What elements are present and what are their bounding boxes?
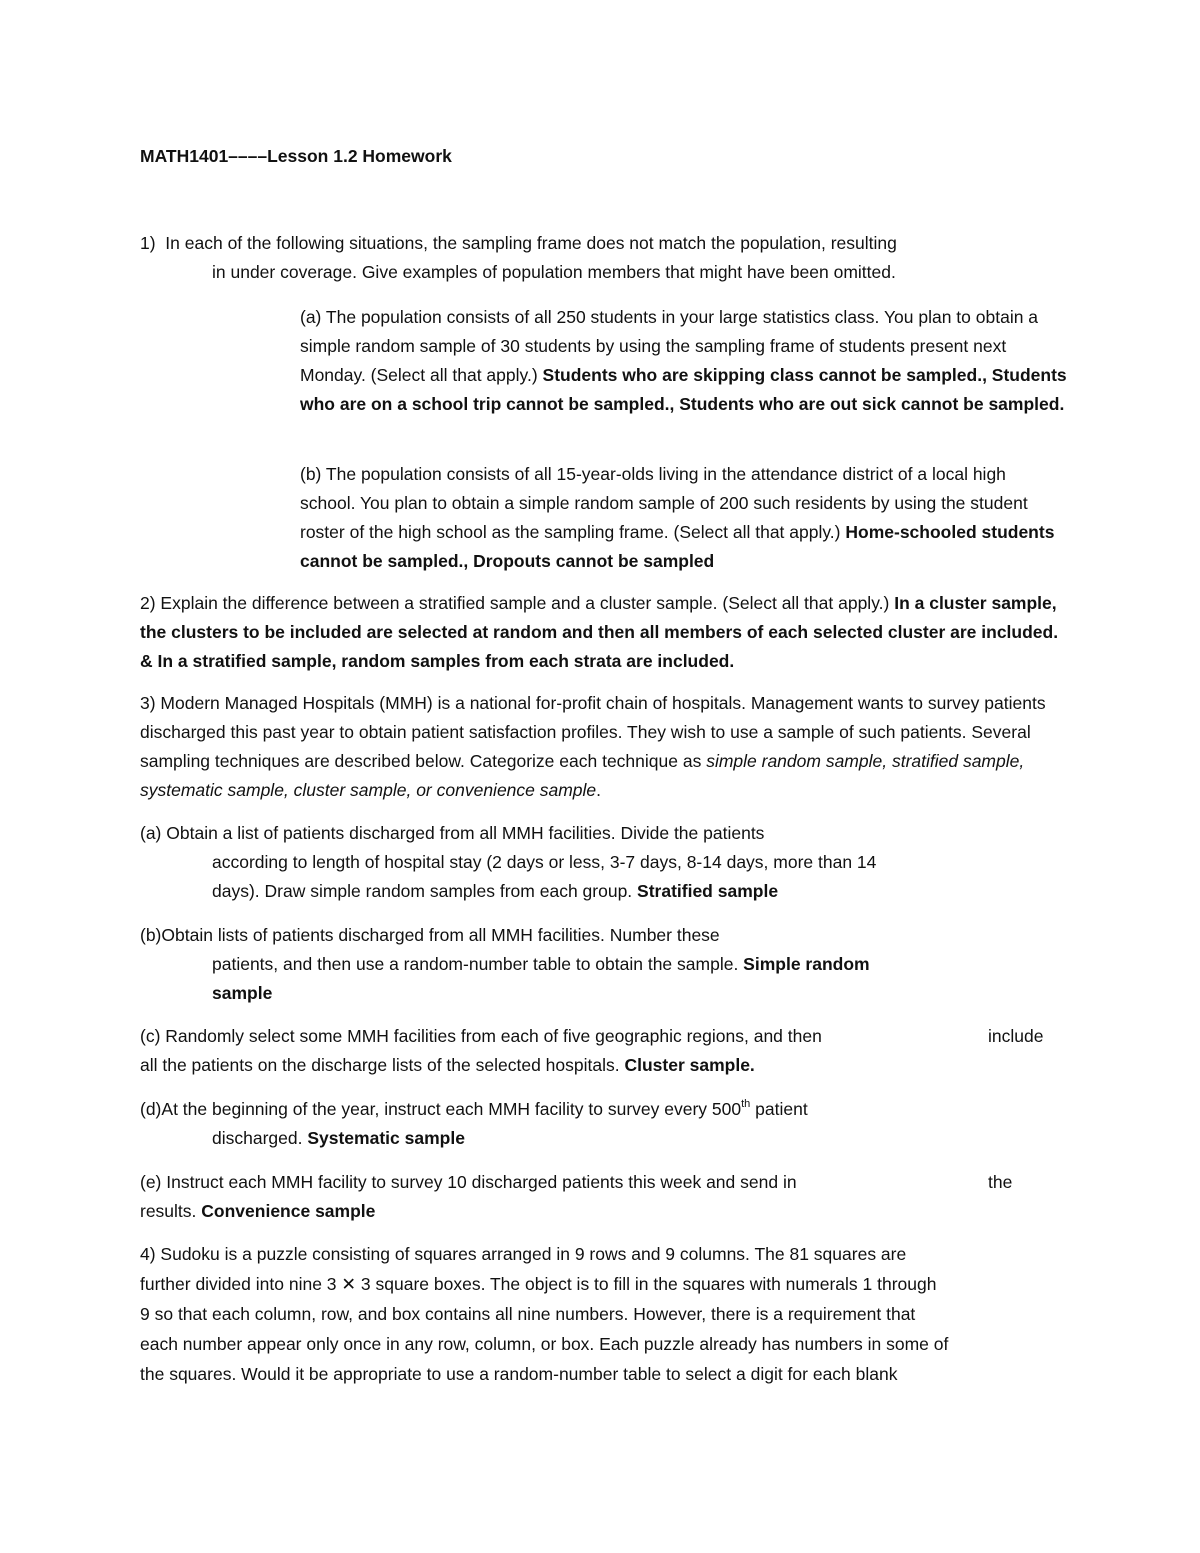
question-3d-line1 xyxy=(140,1095,808,1124)
question-3b-label: (b) xyxy=(140,925,162,945)
question-3a-text3: days). Draw simple random samples from each group. xyxy=(212,881,638,901)
question-1a xyxy=(300,303,1070,419)
question-3d-line2 xyxy=(212,1124,465,1153)
question-3d-label: (d) xyxy=(140,1099,162,1119)
question-3c-text1: Randomly select some MMH facilities from each of five geographic regions, and then xyxy=(160,1026,822,1046)
question-1-stem-text: In each of the following situations, the sampling frame does not match the population, resulting xyxy=(165,233,897,253)
question-3c-line2 xyxy=(140,1051,755,1080)
question-3b-line1 xyxy=(140,921,720,950)
question-3b-answer-part1: Simple random xyxy=(743,954,870,974)
question-3b-answer-part2: sample xyxy=(212,983,273,1003)
question-3b-line2 xyxy=(212,950,870,979)
question-3e-line1 xyxy=(140,1168,797,1197)
question-3c-right-word: include xyxy=(988,1026,1044,1046)
question-4-number: 4) xyxy=(140,1244,156,1264)
question-1-stem-line1 xyxy=(140,229,1060,258)
question-3a-label: (a) xyxy=(140,823,162,843)
question-3c-text2: all the patients on the discharge lists of the selected hospitals. xyxy=(140,1055,625,1075)
question-3-text: Modern Managed Hospitals (MMH) is a national for-profit chain of hospitals. Management wants to survey patients discharged this past year to obtain patient satisfaction profiles. They wish to use a sample of such patients. Several sampling techniques are described below. Categorize each technique as xyxy=(140,693,1046,771)
question-1a-answer: Students who are skipping class cannot be sampled., Students who are on a school trip cannot be sampled., Students who are out sick cannot be sampled. xyxy=(300,365,1067,414)
question-2-answer: In a cluster sample, the clusters to be included are selected at random and then all members of each selected cluster are included. & In a stratified sample, random samples from each strata are included. xyxy=(140,593,1059,671)
question-4-line4: each number appear only once in any row, column, or box. Each puzzle already has numbers in some of xyxy=(140,1334,949,1354)
question-4-line3: 9 so that each column, row, and box contains all nine numbers. However, there is a requirement that xyxy=(140,1304,916,1324)
question-3e-right-word: the xyxy=(988,1172,1013,1192)
question-3-number: 3) xyxy=(140,693,156,713)
question-3a-line1 xyxy=(140,819,764,848)
question-1b-text: The population consists of all 15-year-olds living in the attendance district of a local high school. You plan to obtain a simple random sample of 200 such residents by using the student roster of the high school as the sampling frame. (Select all that apply.) xyxy=(300,464,1028,542)
question-1a-label: (a) xyxy=(300,307,322,327)
question-3b-text2: patients, and then use a random-number table to obtain the sample. xyxy=(212,954,744,974)
question-2-text: Explain the difference between a stratified sample and a cluster sample. (Select all that apply.) xyxy=(155,593,895,613)
question-1a-text: The population consists of all 250 students in your large statistics class. You plan to obtain a simple random sample of 30 students by using the sampling frame of students present next Monday. (Select all that apply.) xyxy=(300,307,1039,385)
question-3-categories: simple random sample, stratified sample, systematic sample, cluster sample, or convenience sample xyxy=(140,751,1025,800)
question-1-stem-line2: in under coverage. Give examples of population members that might have been omitted. xyxy=(212,262,896,282)
question-1b xyxy=(300,460,1065,576)
question-3d-answer: Systematic sample xyxy=(307,1128,465,1148)
question-2 xyxy=(140,589,1065,676)
question-3e-text1: Instruct each MMH facility to survey 10 discharged patients this week and send in xyxy=(161,1172,797,1192)
question-3d-superscript: th xyxy=(741,1098,751,1111)
question-3c-answer: Cluster sample. xyxy=(624,1055,755,1075)
question-3d-text2: discharged. xyxy=(212,1128,308,1148)
question-3a-text1: Obtain a list of patients discharged from all MMH facilities. Divide the patients xyxy=(161,823,765,843)
question-3a-answer: Stratified sample xyxy=(637,881,779,901)
question-3-stem xyxy=(140,689,1065,805)
question-4-text1: Sudoku is a puzzle consisting of squares arranged in 9 rows and 9 columns. The 81 squares are xyxy=(155,1244,907,1264)
question-1b-label: (b) xyxy=(300,464,322,484)
question-4-line5: the squares. Would it be appropriate to use a random-number table to select a digit for each blank xyxy=(140,1364,898,1384)
question-1b-answer: Home-schooled students cannot be sampled., Dropouts cannot be sampled xyxy=(300,522,1055,571)
question-3b-line3 xyxy=(212,979,272,1008)
question-3e-label: (e) xyxy=(140,1172,162,1192)
question-4-line1 xyxy=(140,1240,906,1269)
question-2-number: 2) xyxy=(140,593,156,613)
question-3d-text1-end: patient xyxy=(750,1099,808,1119)
page-title: MATH1401––––Lesson 1.2 Homework xyxy=(140,146,452,166)
question-3e-line2 xyxy=(140,1197,375,1226)
question-3e-text2: results. xyxy=(140,1201,202,1221)
question-3e-answer: Convenience sample xyxy=(201,1201,376,1221)
question-3c-label: (c) xyxy=(140,1026,161,1046)
question-3a-line2: according to length of hospital stay (2 days or less, 3-7 days, 8-14 days, more than 14 xyxy=(212,852,877,872)
question-1-number: 1) xyxy=(140,233,156,253)
question-4-line2: further divided into nine 3 ✕ 3 square boxes. The object is to fill in the squares with numerals 1 through xyxy=(140,1274,937,1294)
question-3d-text1: At the beginning of the year, instruct each MMH facility to survey every 500 xyxy=(161,1099,742,1119)
question-3-period: . xyxy=(596,780,602,800)
question-3b-text1: Obtain lists of patients discharged from all MMH facilities. Number these xyxy=(161,925,720,945)
question-3a-line3 xyxy=(212,877,778,906)
question-3c-line1 xyxy=(140,1022,822,1051)
